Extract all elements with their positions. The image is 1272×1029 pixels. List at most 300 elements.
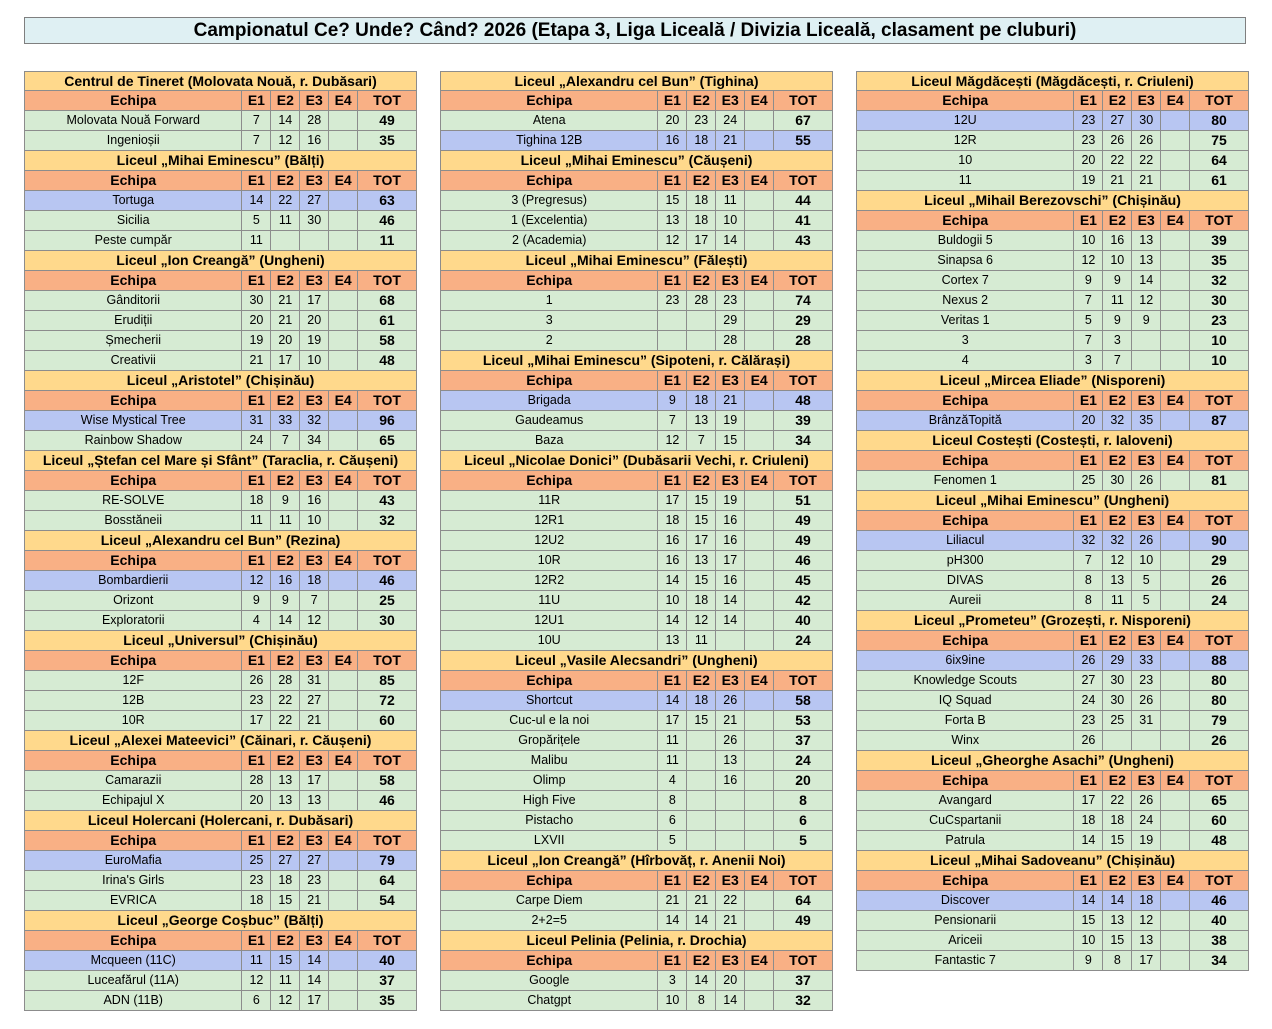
team-name: 10R — [441, 551, 658, 570]
club-title-row — [440, 351, 833, 371]
score-e4 — [745, 571, 774, 590]
score-e1: 12 — [1074, 251, 1103, 270]
table-row — [856, 651, 1249, 671]
club-title: Liceul „Alexandru cel Bun” (Tighina) — [514, 73, 759, 89]
score-total: 29 — [1211, 552, 1227, 568]
team-name: Avangard — [857, 791, 1074, 810]
club-block — [24, 811, 417, 911]
header-team: Echipa — [25, 751, 242, 770]
score-e2: 20 — [271, 331, 300, 350]
header-tot: TOT — [789, 952, 817, 968]
table-row — [856, 551, 1249, 571]
team-name: High Five — [441, 791, 658, 810]
score-e2 — [1103, 731, 1132, 750]
header-tot: TOT — [373, 472, 401, 488]
score-total: 80 — [1211, 672, 1227, 688]
score-e1: 18 — [1074, 811, 1103, 830]
header-e2: E2 — [687, 671, 716, 690]
score-e3: 15 — [716, 431, 745, 450]
score-total: 23 — [1211, 312, 1227, 328]
team-name: Baza — [441, 431, 658, 450]
table-row — [856, 911, 1249, 931]
header-e1: E1 — [242, 171, 271, 190]
score-e3: 5 — [1132, 571, 1161, 590]
table-row — [24, 891, 417, 911]
score-e2: 7 — [1103, 351, 1132, 370]
table-row — [24, 771, 417, 791]
score-e3: 16 — [716, 571, 745, 590]
header-team: Echipa — [857, 211, 1074, 230]
score-e3: 12 — [1132, 291, 1161, 310]
club-title: Liceul „Mircea Eliade” (Nisporeni) — [939, 372, 1166, 388]
header-team: Echipa — [441, 871, 658, 890]
score-e4 — [1161, 331, 1190, 350]
score-e2: 21 — [271, 311, 300, 330]
score-e3: 13 — [1132, 251, 1161, 270]
score-e2: 18 — [271, 871, 300, 890]
score-e4 — [329, 491, 358, 510]
table-row — [24, 491, 417, 511]
header-e2: E2 — [1103, 631, 1132, 650]
score-total: 39 — [1211, 232, 1227, 248]
team-name: 10R — [25, 711, 242, 730]
score-e2 — [687, 311, 716, 330]
header-team: Echipa — [857, 91, 1074, 110]
team-name: Chatgpt — [441, 991, 658, 1010]
score-total: 48 — [795, 392, 811, 408]
score-e1: 3 — [1074, 351, 1103, 370]
score-e2: 11 — [271, 511, 300, 530]
score-total: 46 — [795, 552, 811, 568]
header-e3: E3 — [1132, 871, 1161, 890]
table-row — [440, 751, 833, 771]
score-e2: 17 — [687, 531, 716, 550]
score-e1: 9 — [1074, 271, 1103, 290]
score-e1: 23 — [1074, 131, 1103, 150]
team-name: Gânditorii — [25, 291, 242, 310]
team-name: Gaudeamus — [441, 411, 658, 430]
header-e1: E1 — [658, 471, 687, 490]
score-e4 — [329, 231, 358, 250]
header-e2: E2 — [1103, 771, 1132, 790]
score-e1: 19 — [242, 331, 271, 350]
score-e1: 23 — [242, 691, 271, 710]
score-total: 72 — [379, 692, 395, 708]
score-total: 46 — [379, 792, 395, 808]
table-row — [24, 131, 417, 151]
score-e3: 10 — [300, 351, 329, 370]
club-block — [24, 531, 417, 631]
score-total: 80 — [1211, 112, 1227, 128]
score-e3: 21 — [716, 711, 745, 730]
team-name: 10 — [857, 151, 1074, 170]
club-title-row — [440, 251, 833, 271]
score-e4 — [329, 991, 358, 1010]
header-e4: E4 — [745, 871, 774, 890]
header-e2: E2 — [271, 931, 300, 950]
table-row — [440, 771, 833, 791]
score-total: 60 — [379, 712, 395, 728]
table-row — [440, 431, 833, 451]
score-e1: 15 — [1074, 911, 1103, 930]
table-row — [24, 991, 417, 1011]
score-e1: 26 — [242, 671, 271, 690]
score-e2: 14 — [687, 971, 716, 990]
score-e1: 18 — [242, 491, 271, 510]
score-total: 38 — [1211, 932, 1227, 948]
score-e2 — [687, 731, 716, 750]
score-e1: 5 — [242, 211, 271, 230]
header-tot: TOT — [789, 172, 817, 188]
club-title-row — [24, 371, 417, 391]
header-e1: E1 — [1074, 771, 1103, 790]
score-e4 — [329, 871, 358, 890]
table-row — [440, 591, 833, 611]
score-e3: 17 — [1132, 951, 1161, 970]
team-name: CuCspartanii — [857, 811, 1074, 830]
header-e3: E3 — [1132, 771, 1161, 790]
team-name: Creativii — [25, 351, 242, 370]
score-total: 26 — [1211, 572, 1227, 588]
team-name: Aureii — [857, 591, 1074, 610]
score-e4 — [329, 571, 358, 590]
table-row — [856, 591, 1249, 611]
score-total: 81 — [1211, 472, 1227, 488]
standings-column-1 — [24, 71, 417, 1011]
table-header-row — [440, 271, 833, 291]
header-tot: TOT — [373, 172, 401, 188]
score-e1: 19 — [1074, 171, 1103, 190]
header-e3: E3 — [300, 91, 329, 110]
table-header-row — [24, 471, 417, 491]
team-name: 12U — [857, 111, 1074, 130]
score-e3 — [1132, 351, 1161, 370]
header-e1: E1 — [1074, 211, 1103, 230]
score-total: 24 — [795, 632, 811, 648]
table-header-row — [856, 211, 1249, 231]
header-e2: E2 — [687, 271, 716, 290]
team-name: Carpe Diem — [441, 891, 658, 910]
team-name: 12R2 — [441, 571, 658, 590]
club-title: Liceul „Mihai Eminescu” (Fălești) — [525, 252, 748, 268]
score-e4 — [745, 791, 774, 810]
score-total: 34 — [795, 432, 811, 448]
header-team: Echipa — [857, 631, 1074, 650]
score-e3 — [716, 791, 745, 810]
score-e1: 10 — [658, 991, 687, 1010]
score-e2: 28 — [687, 291, 716, 310]
header-tot: TOT — [1205, 632, 1233, 648]
score-total: 64 — [1211, 152, 1227, 168]
table-row — [440, 991, 833, 1011]
score-e2: 11 — [1103, 591, 1132, 610]
table-header-row — [24, 931, 417, 951]
header-tot: TOT — [373, 92, 401, 108]
club-title-row — [856, 71, 1249, 91]
score-e1: 9 — [1074, 951, 1103, 970]
table-row — [24, 511, 417, 531]
score-total: 25 — [379, 592, 395, 608]
score-e3: 17 — [716, 551, 745, 570]
header-tot: TOT — [1205, 92, 1233, 108]
score-e1: 26 — [1074, 731, 1103, 750]
score-total: 8 — [799, 792, 807, 808]
score-e2: 27 — [271, 851, 300, 870]
score-e4 — [745, 211, 774, 230]
score-e3: 27 — [300, 191, 329, 210]
score-total: 11 — [379, 232, 395, 248]
score-e2: 8 — [1103, 951, 1132, 970]
table-row — [440, 311, 833, 331]
score-e4 — [1161, 831, 1190, 850]
score-e3: 14 — [716, 611, 745, 630]
team-name: 12R — [857, 131, 1074, 150]
score-e3: 16 — [716, 771, 745, 790]
score-e2 — [687, 751, 716, 770]
score-e4 — [745, 591, 774, 610]
table-row — [24, 111, 417, 131]
table-row — [856, 791, 1249, 811]
score-e1: 14 — [658, 911, 687, 930]
score-total: 24 — [795, 752, 811, 768]
score-e2: 11 — [1103, 291, 1132, 310]
score-e2: 16 — [271, 571, 300, 590]
score-e3: 7 — [300, 591, 329, 610]
score-e3: 20 — [300, 311, 329, 330]
score-total: 49 — [795, 912, 811, 928]
score-e1: 5 — [1074, 311, 1103, 330]
score-e4 — [745, 291, 774, 310]
club-title-row — [24, 251, 417, 271]
score-e3 — [1132, 331, 1161, 350]
header-team: Echipa — [857, 391, 1074, 410]
team-name: Șmecherii — [25, 331, 242, 350]
score-total: 20 — [795, 772, 811, 788]
score-e3: 26 — [1132, 471, 1161, 490]
score-e2: 28 — [271, 671, 300, 690]
score-total: 46 — [1211, 892, 1227, 908]
header-e1: E1 — [1074, 451, 1103, 470]
score-total: 85 — [379, 672, 395, 688]
table-row — [440, 911, 833, 931]
score-total: 49 — [795, 512, 811, 528]
score-e4 — [329, 591, 358, 610]
table-row — [440, 331, 833, 351]
team-name: Wise Mystical Tree — [25, 411, 242, 430]
score-total: 48 — [1211, 832, 1227, 848]
score-e2: 13 — [1103, 911, 1132, 930]
score-total: 64 — [795, 892, 811, 908]
score-e2: 27 — [1103, 111, 1132, 130]
score-total: 39 — [795, 412, 811, 428]
score-e1: 21 — [242, 351, 271, 370]
team-name: Peste cumpăr — [25, 231, 242, 250]
table-row — [440, 711, 833, 731]
score-e1: 11 — [242, 951, 271, 970]
table-row — [440, 231, 833, 251]
score-e2: 18 — [687, 691, 716, 710]
score-e4 — [329, 431, 358, 450]
score-e1: 11 — [242, 511, 271, 530]
score-e3: 31 — [1132, 711, 1161, 730]
team-name: EuroMafia — [25, 851, 242, 870]
club-title-row — [856, 851, 1249, 871]
team-name: 3 (Pregresus) — [441, 191, 658, 210]
score-e2: 30 — [1103, 671, 1132, 690]
table-row — [856, 331, 1249, 351]
team-name: Olimp — [441, 771, 658, 790]
header-team: Echipa — [25, 651, 242, 670]
team-name: 12R1 — [441, 511, 658, 530]
score-total: 58 — [379, 772, 395, 788]
score-e3: 18 — [300, 571, 329, 590]
score-total: 49 — [795, 532, 811, 548]
team-name: Rainbow Shadow — [25, 431, 242, 450]
club-block — [24, 151, 417, 251]
team-name: Liliacul — [857, 531, 1074, 550]
club-title: Liceul „Aristotel” (Chișinău) — [126, 372, 315, 388]
team-name: Mcqueen (11C) — [25, 951, 242, 970]
score-e4 — [329, 771, 358, 790]
header-e4: E4 — [745, 371, 774, 390]
score-e4 — [1161, 791, 1190, 810]
score-e3: 19 — [716, 491, 745, 510]
table-row — [24, 411, 417, 431]
score-e3: 10 — [716, 211, 745, 230]
score-e4 — [1161, 731, 1190, 750]
club-title: Liceul Holercani (Holercani, r. Dubăsari) — [87, 812, 354, 828]
table-row — [856, 671, 1249, 691]
score-e1: 17 — [658, 491, 687, 510]
score-e4 — [329, 511, 358, 530]
score-e4 — [1161, 591, 1190, 610]
score-e3: 18 — [1132, 891, 1161, 910]
score-e1: 27 — [1074, 671, 1103, 690]
score-e1: 13 — [658, 631, 687, 650]
header-e2: E2 — [271, 551, 300, 570]
table-row — [24, 571, 417, 591]
club-block — [24, 731, 417, 811]
header-tot: TOT — [1205, 872, 1233, 888]
table-row — [856, 251, 1249, 271]
team-name: 12U1 — [441, 611, 658, 630]
score-e4 — [329, 791, 358, 810]
score-e2: 15 — [1103, 931, 1132, 950]
header-e4: E4 — [329, 831, 358, 850]
table-row — [440, 691, 833, 711]
table-header-row — [24, 391, 417, 411]
header-team: Echipa — [857, 511, 1074, 530]
team-name: Knowledge Scouts — [857, 671, 1074, 690]
team-name: Malibu — [441, 751, 658, 770]
table-row — [440, 891, 833, 911]
score-e2: 9 — [1103, 271, 1132, 290]
header-e4: E4 — [1161, 871, 1190, 890]
score-e2: 23 — [687, 111, 716, 130]
team-name: 1 (Excelentia) — [441, 211, 658, 230]
score-e1: 12 — [242, 971, 271, 990]
score-e1: 10 — [1074, 231, 1103, 250]
club-title: Liceul „Ion Creangă” (Hîrbovăț, r. Anenii Noi) — [487, 852, 786, 868]
score-total: 53 — [795, 712, 811, 728]
table-header-row — [856, 451, 1249, 471]
header-e1: E1 — [1074, 391, 1103, 410]
score-e4 — [745, 971, 774, 990]
table-row — [24, 231, 417, 251]
score-e3: 26 — [1132, 531, 1161, 550]
team-name: Nexus 2 — [857, 291, 1074, 310]
club-title: Liceul „Mihai Eminescu” (Bălți) — [116, 152, 325, 168]
header-e4: E4 — [1161, 511, 1190, 530]
club-block — [856, 71, 1249, 191]
score-total: 30 — [1211, 292, 1227, 308]
score-e3: 21 — [300, 891, 329, 910]
header-e1: E1 — [242, 391, 271, 410]
club-title: Liceul „Vasile Alecsandri” (Ungheni) — [515, 652, 758, 668]
score-e2: 32 — [1103, 531, 1132, 550]
score-total: 26 — [1211, 732, 1227, 748]
score-e3: 16 — [300, 491, 329, 510]
club-title-row — [440, 151, 833, 171]
header-e4: E4 — [329, 391, 358, 410]
header-team: Echipa — [441, 951, 658, 970]
team-name: Cuc-ul e la noi — [441, 711, 658, 730]
team-name: 10U — [441, 631, 658, 650]
header-e3: E3 — [1132, 91, 1161, 110]
header-e3: E3 — [300, 931, 329, 950]
club-block — [856, 491, 1249, 611]
header-e3: E3 — [716, 871, 745, 890]
club-title-row — [24, 811, 417, 831]
score-total: 35 — [1211, 252, 1227, 268]
club-title-row — [440, 851, 833, 871]
score-e3: 17 — [300, 991, 329, 1010]
team-name: Sicilia — [25, 211, 242, 230]
table-header-row — [440, 871, 833, 891]
score-e3: 29 — [716, 311, 745, 330]
team-name: Luceafărul (11A) — [25, 971, 242, 990]
score-total: 42 — [795, 592, 811, 608]
score-e4 — [329, 951, 358, 970]
table-row — [440, 211, 833, 231]
header-e4: E4 — [329, 651, 358, 670]
header-e2: E2 — [271, 391, 300, 410]
score-e4 — [745, 191, 774, 210]
header-e2: E2 — [271, 651, 300, 670]
score-total: 35 — [379, 132, 395, 148]
club-block — [440, 931, 833, 1011]
table-row — [24, 191, 417, 211]
score-e4 — [329, 291, 358, 310]
header-e2: E2 — [271, 91, 300, 110]
table-row — [440, 291, 833, 311]
score-e4 — [745, 751, 774, 770]
team-name: 4 — [857, 351, 1074, 370]
table-row — [856, 291, 1249, 311]
club-block — [440, 851, 833, 931]
table-header-row — [856, 391, 1249, 411]
table-row — [440, 551, 833, 571]
score-e1: 11 — [242, 231, 271, 250]
score-e4 — [1161, 691, 1190, 710]
table-row — [856, 271, 1249, 291]
score-total: 40 — [795, 612, 811, 628]
score-e4 — [1161, 931, 1190, 950]
club-block — [856, 431, 1249, 491]
table-row — [440, 531, 833, 551]
score-total: 68 — [379, 292, 395, 308]
header-e3: E3 — [716, 371, 745, 390]
